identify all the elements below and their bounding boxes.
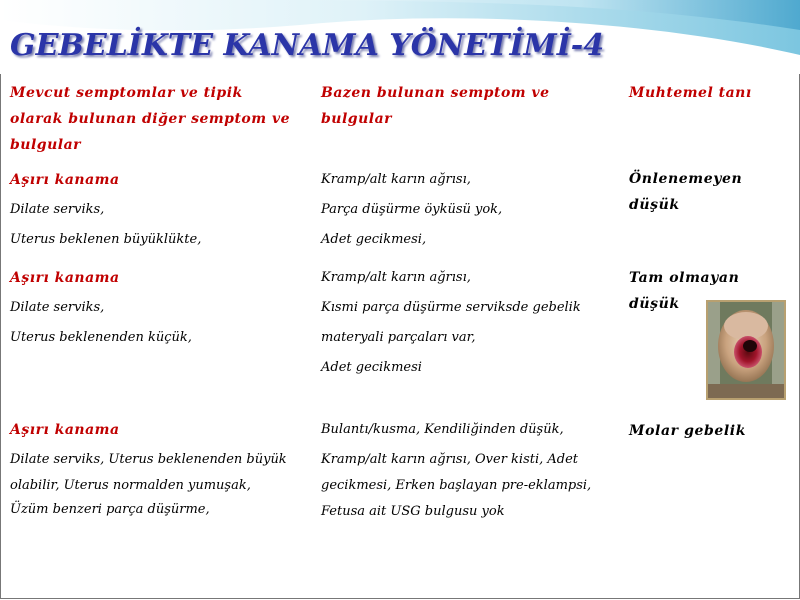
row-line: materyali parçaları var, (321, 330, 476, 345)
header-line: bulgular (10, 137, 82, 153)
page-title: GEBELİKTE KANAMA YÖNETİMİ-4 (10, 28, 605, 63)
row2-sometimes (321, 263, 581, 383)
header-line: bulgular (321, 111, 393, 127)
row-line: olabilir, Uterus normalden yumuşak, (10, 478, 251, 493)
header-sometimes-symptoms (321, 80, 550, 132)
row1-sometimes (321, 165, 502, 255)
row-line: Üzüm benzeri parça düşürme, (10, 502, 210, 517)
row-line: Kramp/alt karın ağrısı, (321, 270, 471, 285)
header-line: Bazen bulunan semptom ve (321, 85, 550, 101)
row-heading: Aşırı kanama (10, 270, 120, 286)
row-line: Dilate serviks, Uterus beklenenden büyük (10, 452, 287, 467)
header-line: olarak bulunan diğer semptom ve (10, 111, 290, 127)
row-line: Bulantı/kusma, Kendiliğinden düşük, (321, 422, 564, 437)
row-line: Uterus beklenenden küçük, (10, 330, 192, 345)
row-line: Dilate serviks, (10, 202, 105, 217)
header-present-symptoms (10, 80, 290, 158)
row-heading: Aşırı kanama (10, 172, 120, 188)
row-line: Adet gecikmesi, (321, 232, 427, 247)
row2-present (10, 263, 192, 353)
row3-sometimes (321, 415, 591, 527)
row-line: Kramp/alt karın ağrısı, (321, 172, 471, 187)
diagnosis-line: Tam olmayan (629, 270, 740, 286)
diagnosis-line: düşük (629, 296, 680, 312)
diagnosis-line: düşük (629, 197, 680, 213)
row-line: Uterus beklenen büyüklükte, (10, 232, 202, 247)
diagnosis-line: Molar gebelik (629, 423, 747, 439)
row3-present (10, 415, 287, 525)
row-line: gecikmesi, Erken başlayan pre-eklampsi, (321, 478, 592, 493)
row-heading: Aşırı kanama (10, 422, 120, 438)
header-line: Mevcut semptomlar ve tipik (10, 85, 243, 101)
row1-present (10, 165, 201, 255)
row3-diagnosis (629, 418, 746, 444)
row-line: Parça düşürme öyküsü yok, (321, 202, 503, 217)
header-probable-diagnosis (629, 80, 752, 106)
row-line: Dilate serviks, (10, 300, 105, 315)
row-line: Kısmi parça düşürme serviksde gebelik (321, 300, 581, 315)
row1-diagnosis (629, 166, 742, 218)
clinical-photo (706, 300, 786, 400)
header-line: Muhtemel tanı (629, 85, 752, 101)
row-line: Adet gecikmesi (321, 360, 422, 375)
row-line: Fetusa ait USG bulgusu yok (321, 504, 505, 519)
row-line: Kramp/alt karın ağrısı, Over kisti, Adet (321, 452, 579, 467)
diagnosis-line: Önlenemeyen (629, 171, 743, 187)
